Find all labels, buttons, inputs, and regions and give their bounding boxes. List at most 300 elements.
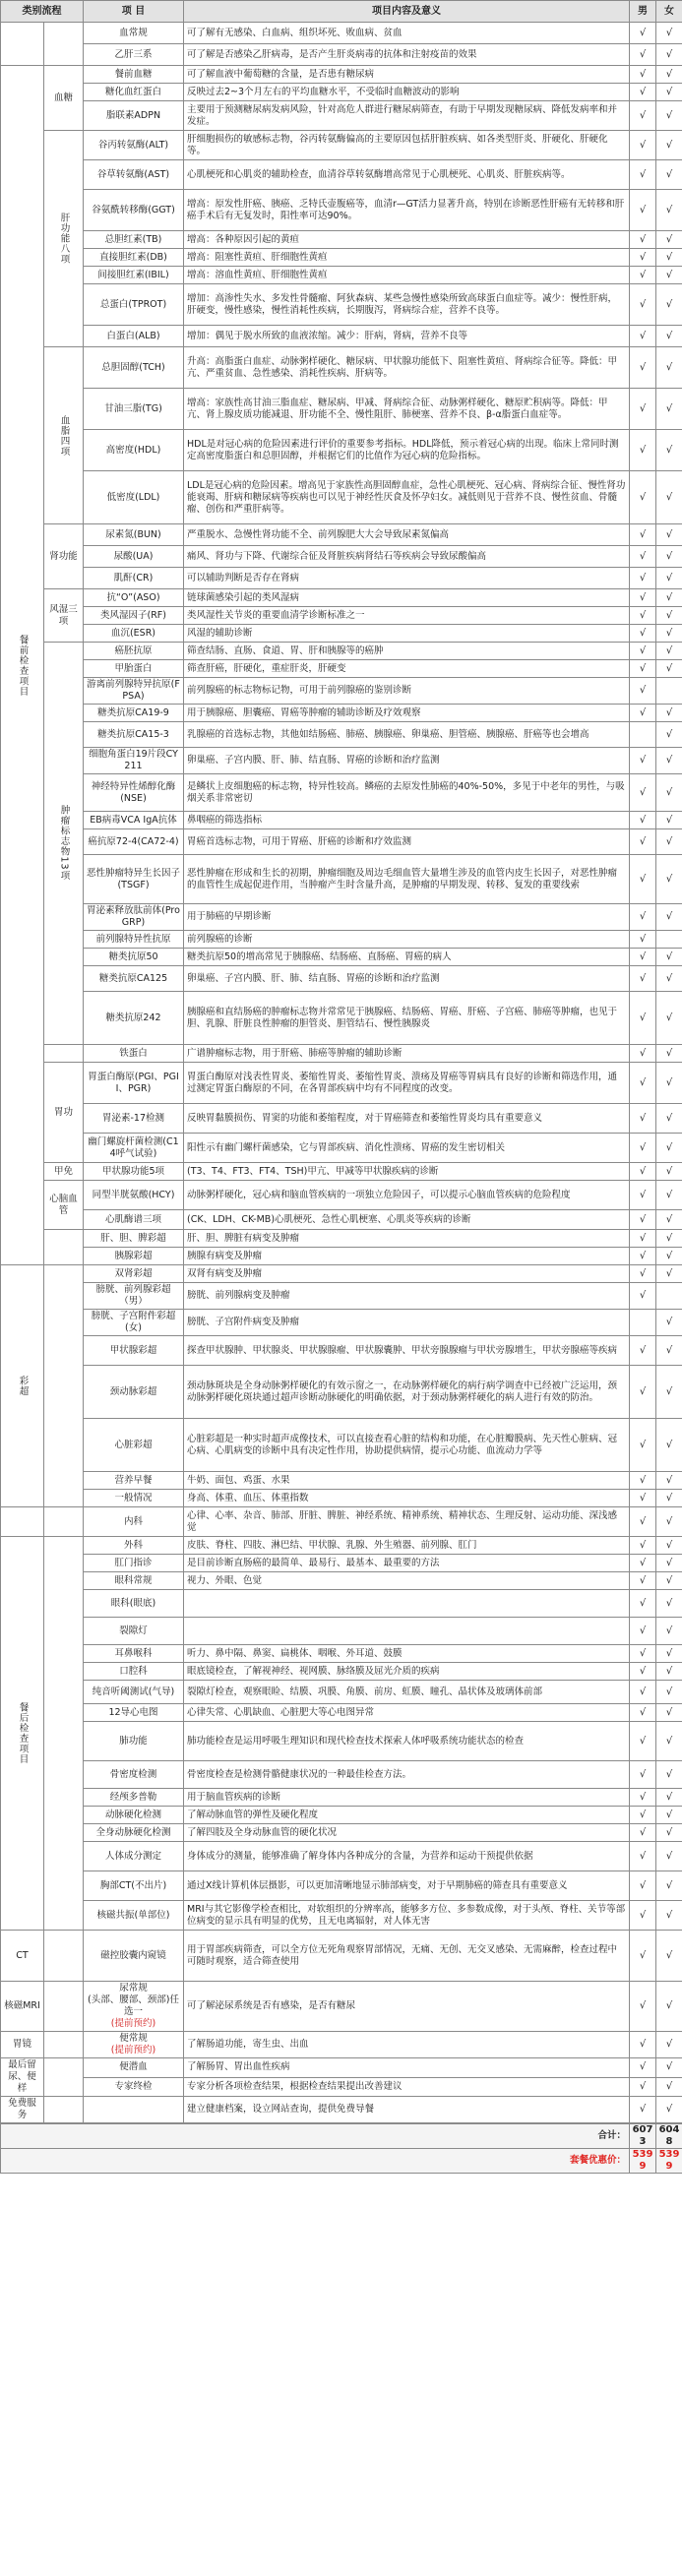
male-check: √: [630, 678, 656, 705]
item-description: 糖类抗原50的增高常见于胰腺癌、结肠癌、直肠癌、胃癌的病人: [184, 949, 630, 966]
item-name: 骨密度检测: [84, 1761, 184, 1789]
male-check: √: [630, 471, 656, 524]
male-check: √: [630, 1507, 656, 1537]
subgroup-cell: 心脑血管: [44, 1181, 84, 1230]
male-check: √: [630, 546, 656, 568]
female-check: √: [656, 1210, 682, 1230]
male-check: √: [630, 23, 656, 44]
table-row: [1, 829, 682, 855]
item-description: 增高：各种原因引起的黄疸: [184, 231, 630, 249]
male-check: √: [630, 855, 656, 904]
table-row: [1, 1901, 682, 1931]
category-cell: [1, 23, 44, 66]
female-check: √: [656, 326, 682, 347]
item-description: 通过X线计算机体层摄影，可以更加清晰地显示肺部病变，对于早期肺癌的筛查具有重要意义: [184, 1871, 630, 1901]
male-check: √: [630, 1722, 656, 1761]
item-description: 了解肠胃、胃出血性疾病: [184, 2058, 630, 2078]
male-check: √: [630, 1663, 656, 1681]
table-row: [1, 1310, 682, 1336]
table-row: [1, 347, 682, 389]
female-check: √: [656, 1104, 682, 1134]
female-check: √: [656, 284, 682, 326]
item-name: 谷丙转氨酶(ALT): [84, 131, 184, 160]
table-row: [1, 44, 682, 66]
male-check: √: [630, 589, 656, 607]
item-name: 全身动脉硬化检测: [84, 1824, 184, 1842]
item-name: 尿酸(UA): [84, 546, 184, 568]
table-row: [1, 326, 682, 347]
total-row: [1, 2124, 682, 2149]
female-check: √: [656, 524, 682, 546]
male-check: √: [630, 1134, 656, 1163]
item-description: 胰腺有病变及肿瘤: [184, 1248, 630, 1265]
male-check: √: [630, 1618, 656, 1645]
male-check: √: [630, 101, 656, 131]
item-description: 心肌梗死和心肌炎的辅助检查，血清谷草转氨酶增高常见于心肌梗死、心肌炎、肝脏疾病等。: [184, 160, 630, 190]
item-description: 链球菌感染引起的类风湿病: [184, 589, 630, 607]
table-row: [1, 1248, 682, 1265]
item-description: 胃癌首选标志物，可用于胃癌、肝癌的诊断和疗效监测: [184, 829, 630, 855]
item-description: 了解四肢及全身动脉血管的硬化状况: [184, 1824, 630, 1842]
female-check: √: [656, 1248, 682, 1265]
table-row: [1, 546, 682, 568]
item-name: 专家终检: [84, 2077, 184, 2097]
female-check: √: [656, 1310, 682, 1336]
item-description: 筛查肝癌，肝硬化，重症肝炎，肝硬变: [184, 660, 630, 678]
item-description: 探查甲状腺肿、甲状腺炎、甲状腺腺瘤、甲状腺囊肿、甲状旁腺腺瘤与甲状旁腺增生，甲状旁腺癌等疾病: [184, 1336, 630, 1366]
subgroup-cell: [44, 1507, 84, 1537]
table-row: [1, 568, 682, 589]
table-row: [1, 131, 682, 160]
header-meaning: 项目内容及意义: [184, 1, 630, 23]
female-check: √: [656, 1722, 682, 1761]
female-check: √: [656, 66, 682, 84]
item-description: 专家分析各项检查结果，根据检查结果提出改善建议: [184, 2077, 630, 2097]
female-check: √: [656, 607, 682, 625]
item-name: 眼科常规: [84, 1572, 184, 1590]
header-male: 男: [630, 1, 656, 23]
male-check: √: [630, 2058, 656, 2078]
female-check: √: [656, 705, 682, 722]
male-check: √: [630, 1807, 656, 1824]
male-check: √: [630, 284, 656, 326]
item-description: 听力、鼻中隔、鼻窦、扁桃体、咽喉、外耳道、鼓膜: [184, 1645, 630, 1663]
male-check: √: [630, 1336, 656, 1366]
item-name: 甲状腺彩超: [84, 1336, 184, 1366]
mri-region-note: (头部、腰部、颈部)任选一: [88, 1994, 179, 2017]
male-check: √: [630, 1572, 656, 1590]
item-name: 糖类抗原242: [84, 992, 184, 1045]
male-check: √: [630, 1163, 656, 1181]
table-row: [1, 66, 682, 84]
female-check: √: [656, 1230, 682, 1248]
item-name: 总胆红素(TB): [84, 231, 184, 249]
subgroup-cell: 血脂四项: [44, 347, 84, 524]
table-row: [1, 1181, 682, 1210]
item-description: 可以辅助判断是否存在肾病: [184, 568, 630, 589]
female-check: √: [656, 1472, 682, 1490]
item-name: 眼科(眼底): [84, 1590, 184, 1618]
male-check: √: [630, 1590, 656, 1618]
table-row: [1, 1931, 682, 1982]
item-name: 肝、胆、脾彩超: [84, 1230, 184, 1248]
female-check: √: [656, 1663, 682, 1681]
female-check: √: [656, 1842, 682, 1871]
item-description: 心律、心率、杂音、肺部、肝脏、脾脏、神经系统、精神系统、精神状态、生理反射、运动功能、深浅感觉: [184, 1507, 630, 1537]
male-check: √: [630, 326, 656, 347]
male-check: √: [630, 1842, 656, 1871]
item-description: 用于胃部疾病筛查，可以全方位无死角观察胃部情况，无痛、无创、无交叉感染、无需麻醉，检查过程中可随时观察，适合筛查使用: [184, 1931, 630, 1982]
item-name: 癌胚抗原: [84, 643, 184, 660]
male-check: √: [630, 1063, 656, 1104]
item-description: 广谱肿瘤标志物，用于肝癌、肺癌等肿瘤的辅助诊断: [184, 1045, 630, 1063]
female-check: √: [656, 904, 682, 931]
female-check: √: [656, 44, 682, 66]
item-description: 可了解有无感染、白血病、组织坏死、败血病、贫血: [184, 23, 630, 44]
item-name: 营养早餐: [84, 1472, 184, 1490]
category-cell: 胃镜: [1, 2032, 44, 2058]
capsule-item-label: 便常规: [119, 2033, 148, 2044]
table-row: [1, 607, 682, 625]
female-check: √: [656, 1901, 682, 1931]
female-check: √: [656, 1490, 682, 1507]
item-name: 糖类抗原CA125: [84, 966, 184, 992]
item-name: 裂隙灯: [84, 1618, 184, 1645]
table-row: [1, 1824, 682, 1842]
item-name: [84, 2097, 184, 2123]
item-name: 低密度(LDL): [84, 471, 184, 524]
table-body: [1, 23, 682, 2123]
table-row: [1, 524, 682, 546]
category-cell: 彩超: [1, 1265, 44, 1507]
category-cell: 核磁MRI: [1, 1982, 44, 2032]
item-description: 肺功能检查是运用呼吸生理知识和现代检查技术探索人体呼吸系统功能状态的检查: [184, 1722, 630, 1761]
item-description: 增高：原发性肝癌、胰癌、乏特氏壶腹癌等，血清r—GT活力显著升高，特别在诊断恶性肝癌有无转移和肝癌手术后有无复发时，阳性率可达90%。: [184, 190, 630, 231]
male-check: [630, 722, 656, 748]
male-check: √: [630, 992, 656, 1045]
item-description: LDL是冠心病的危险因素。增高见于家族性高胆固醇血症，急性心肌梗死、冠心病、肾病综合征、慢性肾功能衰竭、肝病和糖尿病等疾病也可以见于神经性厌食及怀孕妇女。减低则见于营养不良、慢性贫血、骨髓瘤、创伤和严重肝病等。: [184, 471, 630, 524]
item-description: [184, 1618, 630, 1645]
item-description: HDL是对冠心病的危险因素进行评价的重要参考指标。HDL降低，预示着冠心病的出现。临床上常同时测定高密度脂蛋白和总胆固醇，并根据它们的比值作为冠心病的危险指标。: [184, 430, 630, 471]
subgroup-cell: [44, 2097, 84, 2123]
female-check: √: [656, 1265, 682, 1283]
table-row: [1, 1590, 682, 1618]
table-row: [1, 190, 682, 231]
item-name: 谷草转氨酶(AST): [84, 160, 184, 190]
female-check: √: [656, 2058, 682, 2078]
table-row: [1, 1681, 682, 1704]
item-name: 血常规: [84, 23, 184, 44]
male-check: √: [630, 1490, 656, 1507]
item-description: 眼底镜检查，了解视神经、视网膜、脉络膜及屈光介质的疾病: [184, 1663, 630, 1681]
table-row: [1, 2058, 682, 2078]
table-row: [1, 2077, 682, 2097]
item-description: 动脉粥样硬化，冠心病和脑血管疾病的一项独立危险因子，可以提示心脑血管疾病的危险程度: [184, 1181, 630, 1210]
item-description: 了解肠道功能，寄生虫、出血: [184, 2032, 630, 2058]
female-check: √: [656, 589, 682, 607]
header-female: 女: [656, 1, 682, 23]
male-check: √: [630, 1045, 656, 1063]
category-cell: [1, 1507, 44, 1537]
totals-table: [0, 2123, 682, 2174]
female-check: √: [656, 1419, 682, 1472]
male-check: √: [630, 1681, 656, 1704]
female-check: √: [656, 829, 682, 855]
table-row: [1, 1045, 682, 1063]
male-check: √: [630, 1982, 656, 2032]
female-check: √: [656, 774, 682, 812]
item-description: 胃蛋白酶原对浅表性胃炎、萎缩性胃炎、萎缩性胃炎、溃疡及胃癌等胃病具有良好的诊断和筛选作用，通过测定胃蛋白酶原的不同，在各胃部疾病中均有不同程度的改变。: [184, 1063, 630, 1104]
item-description: 反映过去2~3个月左右的平均血糖水平，不受临时血糖波动的影响: [184, 84, 630, 101]
item-description: 了解动脉血管的弹性及硬化程度: [184, 1807, 630, 1824]
table-row: [1, 1555, 682, 1572]
table-row: [1, 249, 682, 267]
item-name: 心肌酶谱三项: [84, 1210, 184, 1230]
item-description: 增高：阻塞性黄疸、肝细胞性黄疸: [184, 249, 630, 267]
female-check: [656, 1283, 682, 1310]
item-name: 胰腺彩超: [84, 1248, 184, 1265]
item-description: 卵巢癌、子宫内膜、肝、肺、结直肠、胃癌的诊断和治疗监测: [184, 748, 630, 774]
table-row: [1, 705, 682, 722]
item-description: 恶性肿瘤在形成和生长的初期，肿瘤细胞及周边毛细血管大量增生涉及的血管内皮生长因子，对恶性肿瘤的血管性生成起促进作用，当肿瘤产生时含量升高，是肿瘤的早期发现、转移、复发的重要线索: [184, 855, 630, 904]
item-name: 膀胱、子宫附件彩超(女): [84, 1310, 184, 1336]
table-row: [1, 722, 682, 748]
female-check: √: [656, 568, 682, 589]
male-check: √: [630, 1419, 656, 1472]
subgroup-cell: [44, 2058, 84, 2097]
subgroup-cell: 肝功能八项: [44, 131, 84, 347]
item-description: 用于脑血管疾病的诊断: [184, 1789, 630, 1807]
item-name: 外科: [84, 1537, 184, 1555]
female-check: √: [656, 1807, 682, 1824]
table-row: [1, 1807, 682, 1824]
item-description: 阳性示有幽门螺杆菌感染，它与胃部疾病、消化性溃疡、胃癌的发生密切相关: [184, 1134, 630, 1163]
female-check: √: [656, 1645, 682, 1663]
subgroup-cell: 肿瘤标志物13项: [44, 643, 84, 1045]
item-description: 卵巢癌、子宫内膜、肝、肺、结直肠、胃癌的诊断和治疗监测: [184, 966, 630, 992]
male-check: √: [630, 1230, 656, 1248]
item-name: 癌抗原72-4(CA72-4): [84, 829, 184, 855]
item-name: 肺功能: [84, 1722, 184, 1761]
table-header: [1, 1, 682, 23]
male-check: √: [630, 160, 656, 190]
male-check: √: [630, 1555, 656, 1572]
female-check: √: [656, 722, 682, 748]
subgroup-cell: 胃功: [44, 1063, 84, 1163]
item-description: 升高：高脂蛋白血症、动脉粥样硬化、糖尿病、甲状腺功能低下、阻塞性黄疸、肾病综合征等。降低：甲亢、严重贫血、急性感染、消耗性疾病、肝病等。: [184, 347, 630, 389]
item-name: 细胞角蛋白19片段CY211: [84, 748, 184, 774]
item-description: 膀胱、前列腺病变及肿瘤: [184, 1283, 630, 1310]
item-name: 纯音听阈测试(气导): [84, 1681, 184, 1704]
table-row: [1, 389, 682, 430]
table-row: [1, 471, 682, 524]
male-check: √: [630, 249, 656, 267]
item-name: [84, 1982, 184, 2032]
female-check: √: [656, 546, 682, 568]
male-check: √: [630, 84, 656, 101]
table-row: [1, 855, 682, 904]
male-check: √: [630, 1871, 656, 1901]
subgroup-cell: [44, 1537, 84, 1931]
item-name: 幽门螺旋杆菌检测(C14呼气试验): [84, 1134, 184, 1163]
item-description: MRI与其它影像学检查相比，对软组织的分辨率高，能够多方位、多参数成像，对于头颅、脊柱、关节等部位病变的显示具有明显的优势，且无电离辐射，对人体无害: [184, 1901, 630, 1931]
item-name: 双肾彩超: [84, 1265, 184, 1283]
table-row: [1, 1063, 682, 1104]
female-check: √: [656, 347, 682, 389]
item-description: 增高：溶血性黄疸、肝细胞性黄疸: [184, 267, 630, 284]
item-description: 前列腺癌的标志物标记物，可用于前列腺癌的鉴别诊断: [184, 678, 630, 705]
male-check: √: [630, 904, 656, 931]
female-check: √: [656, 625, 682, 643]
item-name: 心脏彩超: [84, 1419, 184, 1472]
table-row: [1, 1663, 682, 1681]
table-row: [1, 101, 682, 131]
item-description: 风湿的辅助诊断: [184, 625, 630, 643]
item-name: 抗“O”(ASO): [84, 589, 184, 607]
female-check: √: [656, 1761, 682, 1789]
male-check: √: [630, 2097, 656, 2123]
item-description: 增加：高渗性失水、多发性骨髓瘤、阿狄森病、某些急慢性感染所致高球蛋白血症等。减少：慢性肝病，肝硬变，慢性感染，慢性消耗性疾病，长期腹泻，肾病综合症，营养不良等。: [184, 284, 630, 326]
female-check: √: [656, 1163, 682, 1181]
item-description: 用于肺癌的早期诊断: [184, 904, 630, 931]
item-name: 铁蛋白: [84, 1045, 184, 1063]
male-check: √: [630, 748, 656, 774]
male-check: √: [630, 347, 656, 389]
female-check: √: [656, 966, 682, 992]
male-check: √: [630, 231, 656, 249]
discount-label: 套餐优惠价：: [1, 2149, 630, 2174]
female-check: √: [656, 389, 682, 430]
item-name: 总胆固醇(TCH): [84, 347, 184, 389]
table-row: [1, 992, 682, 1045]
male-check: √: [630, 1901, 656, 1931]
item-name: [84, 2032, 184, 2058]
item-description: 前列腺癌的诊断: [184, 931, 630, 949]
table-row: [1, 1572, 682, 1590]
male-check: √: [630, 1789, 656, 1807]
item-name: 总蛋白(TPROT): [84, 284, 184, 326]
discount-male: 5399: [630, 2149, 656, 2174]
table-row: [1, 2097, 682, 2123]
subgroup-cell: [44, 1230, 84, 1265]
item-description: 胰腺癌和直结肠癌的肿瘤标志物并常常见于胰腺癌、结肠癌、胃癌、肝癌、子宫癌、肺癌等肿瘤，也见于胆、乳腺、肝脏良性肿瘤的胆管炎、胆管结石、慢性胰腺炎: [184, 992, 630, 1045]
table-row: [1, 1618, 682, 1645]
female-check: √: [656, 1181, 682, 1210]
subgroup-cell: [44, 1265, 84, 1507]
item-name: 谷氨酰转移酶(GGT): [84, 190, 184, 231]
female-check: √: [656, 471, 682, 524]
male-check: √: [630, 1283, 656, 1310]
table-row: [1, 1366, 682, 1419]
item-name: 动脉硬化检测: [84, 1807, 184, 1824]
female-check: √: [656, 1789, 682, 1807]
male-check: √: [630, 812, 656, 829]
header-category: 类别流程: [1, 1, 84, 23]
table-row: [1, 1842, 682, 1871]
item-description: 牛奶、面包、鸡蛋、水果: [184, 1472, 630, 1490]
item-name: 恶性肿瘤特异生长因子(TSGF): [84, 855, 184, 904]
item-name: 糖化血红蛋白: [84, 84, 184, 101]
category-cell: 餐前检查项目: [1, 66, 44, 1265]
item-name: 胸部CT(不出片): [84, 1871, 184, 1901]
female-check: √: [656, 2077, 682, 2097]
male-check: √: [630, 1248, 656, 1265]
table-row: [1, 1722, 682, 1761]
item-description: 肝细胞损伤的敏感标志物，谷丙转氨酶偏高的主要原因包括肝脏疾病、如各类型肝炎、肝硬化、肝硬化等。: [184, 131, 630, 160]
female-check: √: [656, 267, 682, 284]
item-name: 内科: [84, 1507, 184, 1537]
item-name: 前列腺特异性抗原: [84, 931, 184, 949]
male-check: √: [630, 2077, 656, 2097]
male-check: √: [630, 1104, 656, 1134]
female-check: √: [656, 1824, 682, 1842]
table-row: [1, 1134, 682, 1163]
subgroup-cell: [44, 1931, 84, 1982]
mri-booking-note: (提前预约): [110, 2018, 156, 2029]
total-label: 合计：: [1, 2124, 630, 2149]
male-check: √: [630, 1761, 656, 1789]
female-check: √: [656, 1704, 682, 1722]
item-name: 肌酐(CR): [84, 568, 184, 589]
male-check: √: [630, 607, 656, 625]
item-name: 核磁共振(单部位): [84, 1901, 184, 1931]
item-description: 筛查结肠、直肠、食道、胃、肝和胰腺等的癌肿: [184, 643, 630, 660]
item-description: 骨密度检查是检测骨骼健康状况的一种最佳检查方法。: [184, 1761, 630, 1789]
item-description: 身体成分的测量，能够准确了解身体内各种成分的含量，为营养和运动干预提供依据: [184, 1842, 630, 1871]
item-description: 心律失常、心肌缺血、心脏肥大等心电图异常: [184, 1704, 630, 1722]
table-row: [1, 1472, 682, 1490]
table-row: [1, 1507, 682, 1537]
subgroup-cell: [44, 1045, 84, 1063]
item-description: 鼻咽癌的筛选指标: [184, 812, 630, 829]
item-description: 用于胰腺癌、胆囊癌、胃癌等肿瘤的辅助诊断及疗效观察: [184, 705, 630, 722]
item-name: 神经特异性烯醇化酶(NSE): [84, 774, 184, 812]
item-name: 经颅多普勒: [84, 1789, 184, 1807]
female-check: √: [656, 160, 682, 190]
table-row: [1, 430, 682, 471]
table-row: [1, 1283, 682, 1310]
male-check: √: [630, 1824, 656, 1842]
male-check: √: [630, 267, 656, 284]
female-check: √: [656, 855, 682, 904]
item-description: 裂隙灯检查，观察眼睑、结膜、巩膜、角膜、前房、虹膜、瞳孔、晶状体及玻璃体前部: [184, 1681, 630, 1704]
item-description: 增加：偶见于脱水所致的血液浓缩。减少：肝病，肾病，营养不良等: [184, 326, 630, 347]
table-row: [1, 748, 682, 774]
item-name: 口腔科: [84, 1663, 184, 1681]
male-check: √: [630, 389, 656, 430]
total-female: 6048: [656, 2124, 682, 2149]
table-row: [1, 625, 682, 643]
item-name: 耳鼻喉科: [84, 1645, 184, 1663]
female-check: √: [656, 1681, 682, 1704]
table-row: [1, 643, 682, 660]
male-check: √: [630, 705, 656, 722]
female-check: √: [656, 430, 682, 471]
item-name: 人体成分测定: [84, 1842, 184, 1871]
female-check: √: [656, 1537, 682, 1555]
table-row: [1, 2032, 682, 2058]
item-description: 痛风、肾功与下降、代谢综合征及肾脏疾病肾结石等疾病会导致尿酸偏高: [184, 546, 630, 568]
table-row: [1, 678, 682, 705]
item-name: 一般情况: [84, 1490, 184, 1507]
table-row: [1, 904, 682, 931]
item-name: 尿素氮(BUN): [84, 524, 184, 546]
female-check: √: [656, 949, 682, 966]
table-row: [1, 966, 682, 992]
table-row: [1, 1871, 682, 1901]
item-name: 乙肝三系: [84, 44, 184, 66]
male-check: √: [630, 1366, 656, 1419]
